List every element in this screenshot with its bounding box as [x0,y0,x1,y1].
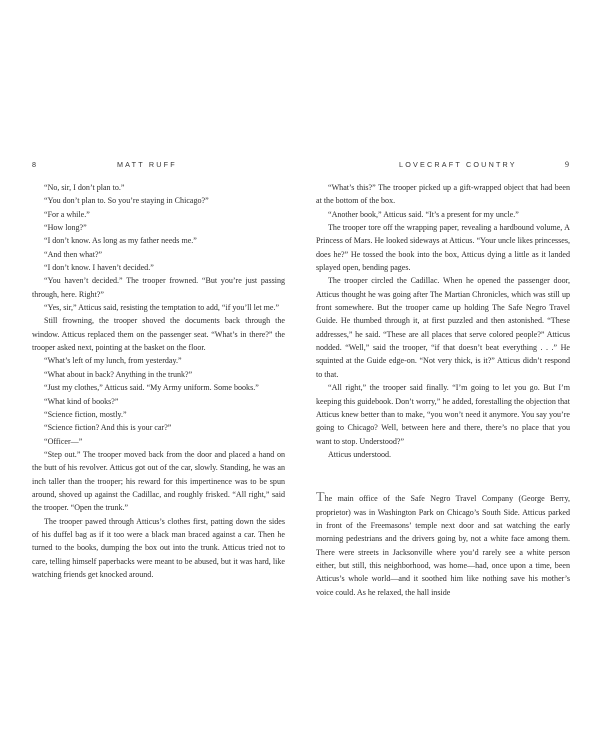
paragraph: “And then what?” [44,249,103,259]
right-page-text [316,181,570,599]
paragraph: “You don’t plan to. So you’re staying in Chicago?” [44,196,209,206]
paragraph: “You haven’t decided.” The trooper frowned. “But you’re just passing through, here. Right?” [32,276,285,299]
paragraph: “What’s this?” The trooper picked up a gift-wrapped object that had been at the bottom of the box. [316,183,570,206]
left-page-text [32,181,285,581]
paragraph: “Officer—” [44,436,83,446]
drop-cap: T [316,490,325,506]
paragraph: “Science fiction, mostly.” [44,409,127,419]
paragraph: The trooper tore off the wrapping paper, revealing a hardbound volume, A Princess of Mars. He looked sideways at Atticus. “Your uncle likes princesses, does he?” He tossed the book into the box, Atticus dying a little as it landed splayed open, bending pages. [316,223,570,273]
paragraph: The trooper circled the Cadillac. When he opened the passenger door, Atticus thought he was going after The Martian Chronicles, which was still up front somewhere. But the trooper came up holding The Safe Negro Travel Guide. He thumbed through it, at first puzzled and then astonished. “These addresses,” he said. “These are all places that serve colored people?” Atticus nodded. “Well,” said the trooper, “if that doesn’t beat everything . . .” He squinted at the Guide edge-on. “Not very thick, is it?” Atticus didn’t respond to that. [316,276,570,379]
paragraph: “I don’t know. As long as my father needs me.” [44,236,197,246]
section-paragraph-text: he main office of the Safe Negro Travel Company (George Berry, proprietor) was in Washington Park on Chicago’s South Side. Atticus parked in front of the Freemasons’ temple next door and sat watching the early morning pedestrians and the drivers going by, not a white face among them. There were streets in Jacksonville where you’d rarely see a white person either, but still, this neighborhood, was home—had, once upon a time, been Atticus’s whole world—and it soothed him like nothing save his mother’s voice could. As he relaxed, the hall inside [316,494,570,597]
section-opening-paragraph [316,492,570,599]
paragraph: “What’s left of my lunch, from yesterday.” [44,356,182,366]
left-running-head: MATT RUFF [117,160,177,169]
paragraph: “What about in back? Anything in the trunk?” [44,369,193,379]
paragraph: “I don’t know. I haven’t decided.” [44,263,154,273]
right-page [300,0,600,750]
paragraph: “Yes, sir,” Atticus said, resisting the temptation to add, “if you’ll let me.” [44,303,280,313]
paragraph: Atticus understood. [328,449,392,459]
paragraph: Still frowning, the trooper shoved the documents back through the window. Atticus replaced them on the passenger seat. “What’s in there?” the trooper asked next, pointing at the basket on the floor. [32,316,285,353]
right-page-number: 9 [565,160,569,169]
section-break [316,461,570,492]
paragraph: “What kind of books?” [44,396,119,406]
paragraph: “No, sir, I don’t plan to.” [44,183,125,192]
paragraph: “Just my clothes,” Atticus said. “My Army uniform. Some books.” [44,383,259,393]
paragraph: “For a while.” [44,209,90,219]
paragraph: “All right,” the trooper said finally. “I’m going to let you go. But I’m keeping this guidebook. Don’t worry,” he added, forestalling the objection that Atticus knew better than to make, “you won’t need it anymore. You say you’re going to Chicago? Well, between here and there, there’s no place that you want to stop. Understood?” [316,383,570,446]
paragraph: “Another book,” Atticus said. “It’s a present for my uncle.” [328,209,519,219]
left-page-number: 8 [32,160,39,169]
paragraph: The trooper pawed through Atticus’s clothes first, patting down the sides of his duffel bag as if it too were a black man braced against a car. Then he turned to the books, dumping the box out into the trunk. Atticus tried not to care, telling himself paperbacks were meant to be abused, but it was hard, like watching friends get knocked around. [32,516,285,579]
paragraph: “Science fiction? And this is your car?” [44,423,172,433]
right-running-head: LOVECRAFT COUNTRY [399,160,517,169]
paragraph: “How long?” [44,223,87,233]
paragraph: “Step out.” The trooper moved back from the door and placed a hand on the butt of his revolver. Atticus got out of the car, slowly. Standing, he was an inch taller than the trooper; his reward for this impertinence was to be spun around, shoved up against the Cadillac, and roughly frisked. “All right,” said the trooper. “Open the trunk.” [32,449,285,513]
